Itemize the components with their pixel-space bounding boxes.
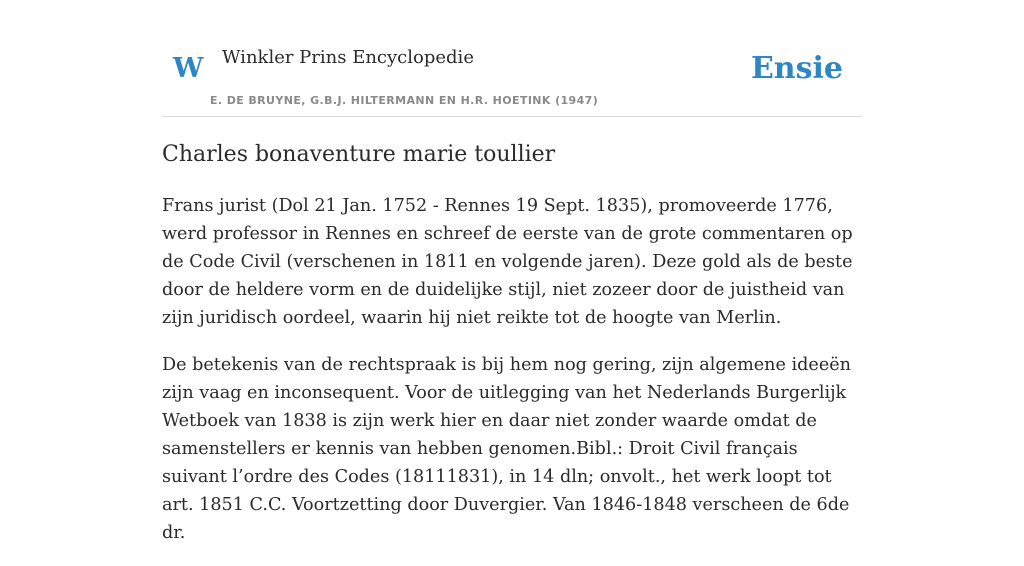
page [162,0,862,543]
winkler-prins-logo[interactable]: W [173,53,204,84]
header [162,0,862,117]
publication-title[interactable]: Winkler Prins Encyclopedie [222,47,474,68]
publication-authors: E. DE BRUYNE, G.B.J. HILTERMANN EN H.R. HOETINK (1947) [210,94,599,107]
article-title: Charles bonaventure marie toullier [162,142,556,167]
article-paragraph: De betekenis van de rechtspraak is bij hem nog gering, zijn algemene ideeën zijn vaag en inconsequent. Voor de uitlegging van het Nederlands Burgerlijk Wetboek van 1838 is zijn werk hier en daar niet zonder waarde omdat de samenstellers er kennis van hebben genomen.Bibl.: Droit Civil français suivant l’ordre des Codes (18111831), in 14 dln; onvolt., het werk loopt tot art. 1851 C.C. Voortzetting door Duvergier. Van 1846-1848 verscheen de 6de dr. [162,355,851,543]
article-paragraph: Frans jurist (Dol 21 Jan. 1752 - Rennes 19 Sept. 1835), promoveerde 1776, werd professor in Rennes en schreef de eerste van de grote commentaren op de Code Civil (verschenen in 1811 en volgende jaren). Deze gold als de beste door de heldere vorm en de duidelijke stijl, niet zozeer door de juistheid van zijn juridisch oordeel, waarin hij niet reikte tot de hoogte van Merlin. [162,196,853,328]
ensie-logo[interactable]: Ensie [750,51,843,86]
article-body [162,192,862,566]
